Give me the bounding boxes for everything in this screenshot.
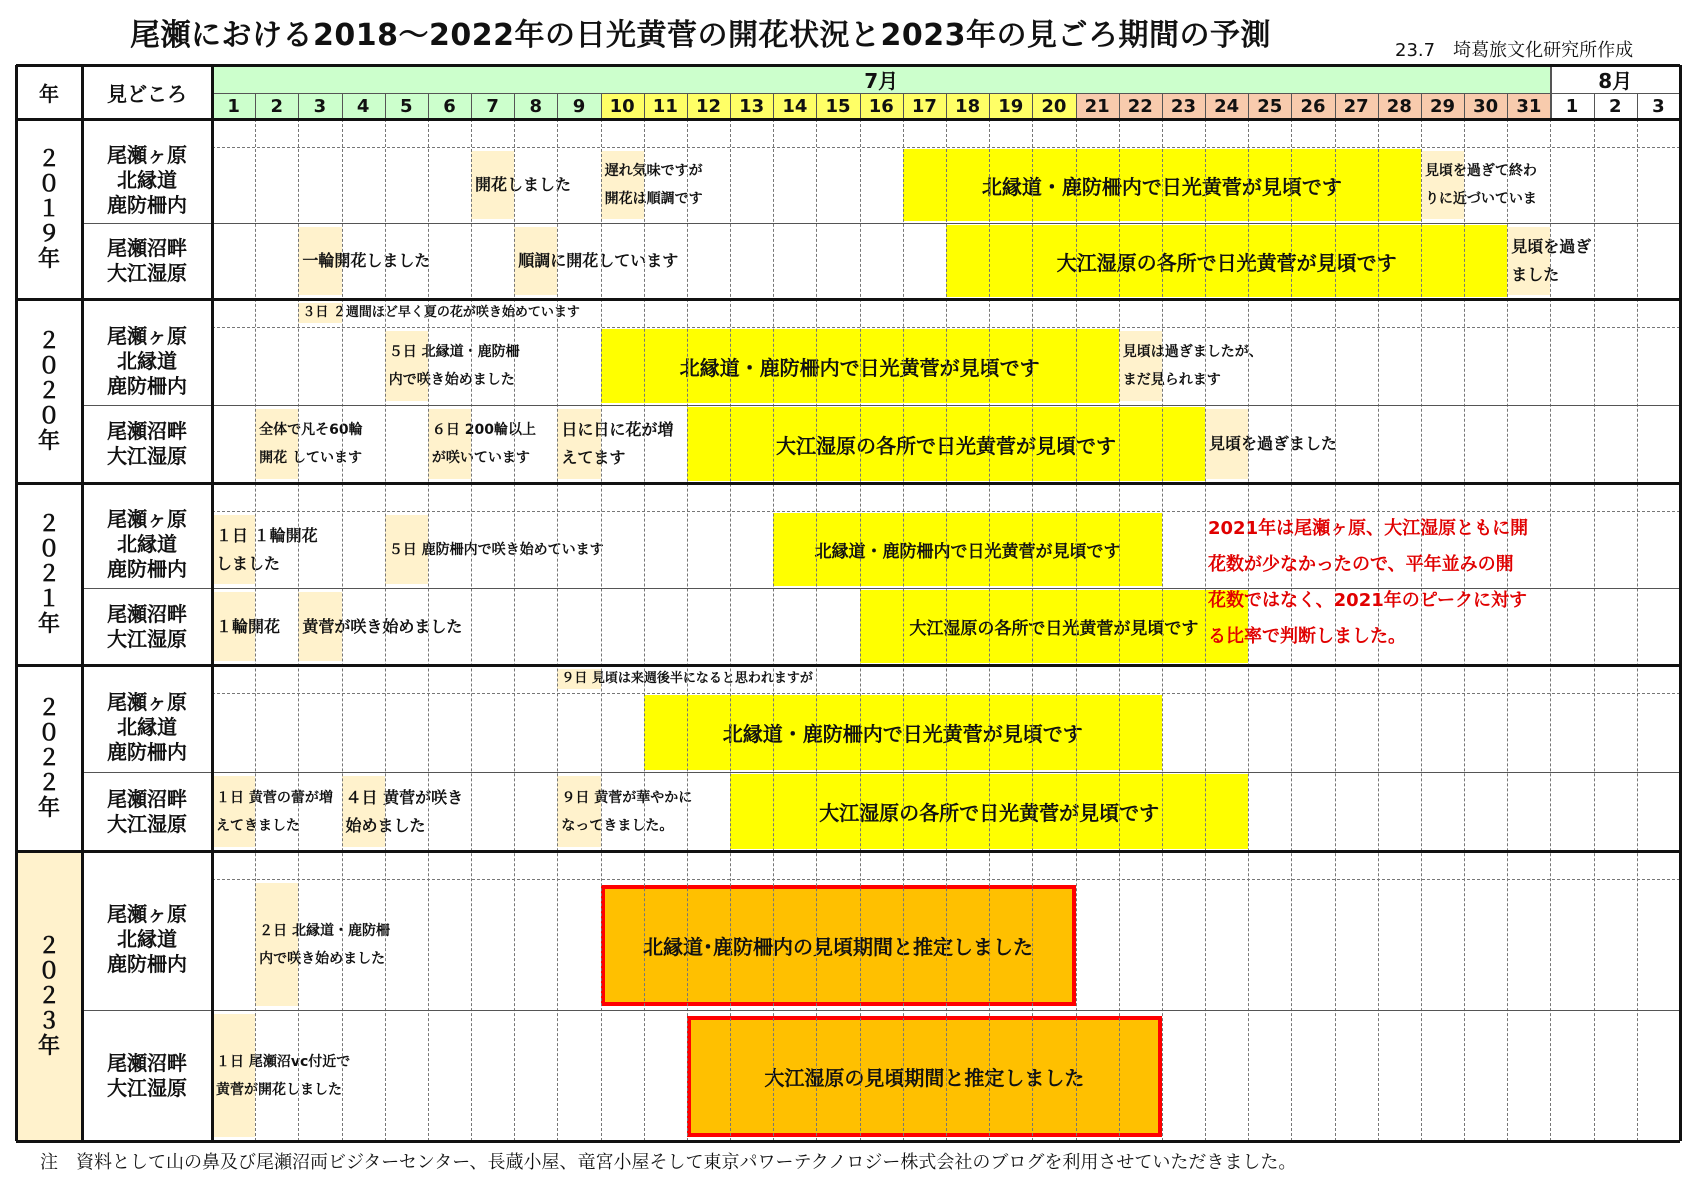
column-separator xyxy=(1679,65,1682,1141)
day-header-august-1: 1 xyxy=(1565,95,1579,117)
block-separator xyxy=(16,482,1680,485)
spot-name: 尾瀬ヶ原 北縁道 鹿防柵内 xyxy=(107,142,187,217)
prediction-label-e23b2: 大江湿原の見頃期間と推定しました xyxy=(764,1066,1085,1090)
day-header-july-4: 4 xyxy=(356,95,370,117)
source-note: 注 資料として山の鼻及び尾瀬沼両ビジターセンター、長蔵小屋、竜宮小屋そして東京パワーテクノロジー株式会社のブログを利用させていただきました。 xyxy=(40,1152,1297,1173)
day-header-divider xyxy=(644,93,645,119)
day-header-july-29: 29 xyxy=(1429,95,1456,117)
peak-label-e22a1: 北縁道・鹿防柵内で日光黄菅が見頃です xyxy=(722,722,1083,746)
note-text-e20a3: 見頃は過ぎましたが、 まだ見られます xyxy=(1122,344,1263,388)
day-gridline xyxy=(903,119,904,1141)
day-gridline xyxy=(514,119,515,1141)
july-label: 7月 xyxy=(864,68,899,93)
year-char: ２ xyxy=(37,933,60,959)
day-gridline xyxy=(1119,119,1120,1141)
day-header-july-18: 18 xyxy=(955,95,981,117)
note-text-e21b1: １輪開花 xyxy=(216,616,281,636)
day-header-divider xyxy=(1507,93,1508,119)
year-char: ０ xyxy=(37,403,60,429)
day-header-divider xyxy=(1162,93,1163,119)
year-label xyxy=(16,665,82,851)
day-header-divider xyxy=(1464,93,1465,119)
block-separator xyxy=(16,64,1680,67)
note-text-e20a1: ５日 北縁道・鹿防柵 内で咲き始めました xyxy=(388,344,520,388)
day-gridline xyxy=(1205,119,1206,1141)
day-header-divider xyxy=(1119,93,1120,119)
day-header-july-30: 30 xyxy=(1473,95,1499,117)
day-header-july-22: 22 xyxy=(1127,95,1153,117)
sub-row-gridline xyxy=(212,879,1680,880)
peak-label-e20a2: 北縁道・鹿防柵内で日光黄菅が見頃です xyxy=(679,355,1040,380)
note-text-e20b3: 日に日に花が増 えてます xyxy=(561,420,674,467)
note-text-e20b1: 全体で凡そ60輪 開花 しています xyxy=(259,422,363,466)
year-char: ０ xyxy=(37,353,60,379)
day-header-july-3: 3 xyxy=(313,95,327,117)
day-gridline xyxy=(1637,119,1638,1141)
day-gridline xyxy=(946,119,947,1141)
day-header-july-15: 15 xyxy=(825,95,851,117)
day-gridline xyxy=(1076,119,1077,1141)
block-separator xyxy=(16,850,1680,853)
day-header-july-19: 19 xyxy=(998,95,1024,117)
day-header-july-14: 14 xyxy=(782,95,808,117)
note-text-e19b1: 一輪開花しました xyxy=(302,251,431,270)
day-header-july-11: 11 xyxy=(652,95,678,117)
day-header-july-27: 27 xyxy=(1343,95,1369,117)
year-char: ２ xyxy=(37,378,60,404)
day-gridline xyxy=(428,119,429,1141)
spot-divider xyxy=(82,405,1680,406)
page-title: 尾瀬における2018～2022年の日光黄菅の開花状況と2023年の見ごろ期間の予測 xyxy=(130,18,1271,53)
day-header-divider xyxy=(860,93,861,119)
day-header-july-26: 26 xyxy=(1300,95,1326,117)
note-text-e21a1: １日 １輪開花 しました xyxy=(216,525,318,573)
year-char: ０ xyxy=(37,171,60,197)
day-header-july-28: 28 xyxy=(1386,95,1412,117)
day-header-divider xyxy=(816,93,817,119)
day-header-divider xyxy=(1421,93,1422,119)
prediction-label-e23a2: 北縁道･鹿防柵内の見頃期間と推定しました xyxy=(643,935,1034,959)
sub-row-gridline xyxy=(212,693,1680,694)
day-header-divider xyxy=(1594,93,1595,119)
year-char: ２ xyxy=(37,983,60,1009)
year-label xyxy=(16,851,82,1141)
block-separator xyxy=(16,298,1680,301)
year-char: 年 xyxy=(37,795,60,821)
note-text-e20b2: ６日 200輪以上 が咲いています xyxy=(431,422,536,466)
year-char: 年 xyxy=(37,428,60,454)
note-text-e19b2: 順調に開花しています xyxy=(518,251,679,270)
day-gridline xyxy=(1032,119,1033,1141)
day-gridline xyxy=(471,119,472,1141)
year-char: ０ xyxy=(37,536,60,562)
note-text-e19b4: 見頃を過ぎ ました xyxy=(1511,237,1592,284)
spot-divider xyxy=(82,223,1680,224)
day-header-july-9: 9 xyxy=(572,95,586,117)
peak-label-e22b4: 大江湿原の各所で日光黄菅が見頃です xyxy=(819,801,1160,825)
day-header-july-13: 13 xyxy=(739,95,765,117)
peak-label-e19a3: 北縁道・鹿防柵内で日光黄菅が見頃です xyxy=(981,174,1342,199)
year-column-header: 年 xyxy=(39,81,59,106)
credit-text: 23.7 埼葛旅文化研究所作成 xyxy=(1395,40,1634,61)
day-header-divider xyxy=(1076,93,1077,119)
day-gridline xyxy=(687,119,688,1141)
spot-name: 尾瀬ヶ原 北縁道 鹿防柵内 xyxy=(107,690,187,764)
august-label: 8月 xyxy=(1598,68,1633,93)
note-text-e22b2: ４日 黄菅が咲き 始めました xyxy=(345,787,464,835)
day-header-july-21: 21 xyxy=(1084,95,1110,117)
day-header-divider xyxy=(514,93,515,119)
day-header-divider xyxy=(903,93,904,119)
note-text-e20b5: 見頃を過ぎました xyxy=(1209,434,1338,453)
year-char: １ xyxy=(37,586,60,612)
day-header-divider xyxy=(1335,93,1336,119)
day-gridline xyxy=(773,119,774,1141)
month-divider xyxy=(1550,65,1552,119)
day-header-july-2: 2 xyxy=(270,95,284,117)
day-header-july-12: 12 xyxy=(695,95,722,117)
day-header-divider xyxy=(1248,93,1249,119)
day-header-july-23: 23 xyxy=(1170,95,1196,117)
day-header-july-8: 8 xyxy=(529,95,543,117)
day-header-july-10: 10 xyxy=(609,95,635,117)
peak-label-e19b3: 大江湿原の各所で日光黄菅が見頃です xyxy=(1056,250,1397,275)
day-header-divider xyxy=(298,93,299,119)
day-header-divider xyxy=(557,93,558,119)
note-text-e22top: ９日 見頃は来週後半になると思われますが xyxy=(561,671,813,686)
day-gridline xyxy=(816,119,817,1141)
block-separator xyxy=(16,1140,1680,1143)
spot-name: 尾瀬ヶ原 北縁道 鹿防柵内 xyxy=(107,902,187,976)
day-header-july-7: 7 xyxy=(486,95,499,117)
note-text-e21a2: ５日 鹿防柵内で咲き始めています xyxy=(388,541,604,558)
day-gridline xyxy=(342,119,343,1141)
day-header-divider xyxy=(989,93,990,119)
year-char: ２ xyxy=(37,770,60,796)
day-header-divider xyxy=(730,93,731,119)
year-label xyxy=(16,119,82,299)
note-text-e19a4: 見頃を過ぎて終わ りに近づいていま xyxy=(1424,163,1537,207)
year-char: ２ xyxy=(37,695,60,721)
year-char: ０ xyxy=(37,958,60,984)
peak-label-e21a3: 北縁道・鹿防柵内で日光黄菅が見頃です xyxy=(814,542,1121,562)
day-header-divider xyxy=(1291,93,1292,119)
year-char: 年 xyxy=(37,611,60,637)
spot-divider xyxy=(82,772,1680,773)
day-header-july-31: 31 xyxy=(1516,95,1542,117)
year-char: ２ xyxy=(37,561,60,587)
day-header-divider xyxy=(428,93,429,119)
year-char: ３ xyxy=(37,1008,60,1034)
year-char: 年 xyxy=(37,246,60,272)
day-header-divider xyxy=(773,93,774,119)
day-header-divider xyxy=(687,93,688,119)
spot-name: 尾瀬ヶ原 北縁道 鹿防柵内 xyxy=(107,507,187,581)
spot-name: 尾瀬沼畔 大江湿原 xyxy=(107,601,187,651)
year-char: ０ xyxy=(37,720,60,746)
day-gridline xyxy=(644,119,645,1141)
peak-label-e20b4: 大江湿原の各所で日光黄菅が見頃です xyxy=(775,433,1116,458)
year-char: 年 xyxy=(37,1033,60,1059)
day-header-divider xyxy=(1032,93,1033,119)
year-char: ２ xyxy=(37,328,60,354)
day-header-divider xyxy=(946,93,947,119)
note-text-e23a1: ２日 北縁道・鹿防柵 内で咲き始めました xyxy=(259,922,391,967)
note-text-e23b1: １日 尾瀬沼vc付近で 黄菅が開花しました xyxy=(216,1053,351,1098)
note-text-e19a2: 遅れ気味ですが 開花は順調です xyxy=(604,163,703,207)
peak-label-e21b3: 大江湿原の各所で日光黄菅が見頃です xyxy=(909,619,1199,639)
month-day-divider xyxy=(212,93,1680,94)
spot-name: 尾瀬ヶ原 北縁道 鹿防柵内 xyxy=(107,323,187,398)
year-char: ２ xyxy=(37,511,60,537)
day-gridline xyxy=(1162,119,1163,1141)
spot-name: 尾瀬沼畔 大江湿原 xyxy=(107,236,187,285)
day-gridline xyxy=(557,119,558,1141)
year-label xyxy=(16,299,82,483)
block-separator xyxy=(16,118,1680,121)
day-header-divider xyxy=(1205,93,1206,119)
day-gridline xyxy=(1594,119,1595,1141)
year-char: ２ xyxy=(37,745,60,771)
day-header-divider xyxy=(385,93,386,119)
day-header-divider xyxy=(1637,93,1638,119)
day-header-divider xyxy=(1378,93,1379,119)
year-char: ２ xyxy=(37,146,60,172)
day-header-july-1: 1 xyxy=(227,95,240,117)
day-header-july-6: 6 xyxy=(443,95,456,117)
day-header-july-24: 24 xyxy=(1214,95,1240,117)
spot-name: 尾瀬沼畔 大江湿原 xyxy=(107,1050,187,1100)
bloom-calendar-table xyxy=(16,65,1680,1141)
day-gridline xyxy=(730,119,731,1141)
day-header-july-20: 20 xyxy=(1041,95,1067,117)
day-header-august-3: 3 xyxy=(1652,95,1665,117)
note-text-e20top: ３日 ２週間ほど早く夏の花が咲き始めています xyxy=(302,305,580,320)
day-header-divider xyxy=(601,93,602,119)
note-text-e22b1: １日 黄菅の蕾が増 えてきました xyxy=(216,789,333,834)
day-header-divider xyxy=(342,93,343,119)
day-gridline xyxy=(1550,119,1551,1141)
block-separator xyxy=(16,664,1680,667)
note-text-e22b3: ９日 黄菅が華やかに なってきました。 xyxy=(561,789,693,834)
day-header-july-5: 5 xyxy=(400,95,413,117)
spot-column-header: 見どころ xyxy=(107,81,187,106)
day-gridline xyxy=(255,119,256,1141)
spot-name: 尾瀬沼畔 大江湿原 xyxy=(107,419,187,468)
year-char: １ xyxy=(37,196,60,222)
remark-2021: 2021年は尾瀬ヶ原、大江湿原ともに開 花数が少なかったので、平年並みの開 花数ではなく、2021年のピークに対す る比率で判断しました。 xyxy=(1208,518,1529,647)
day-header-july-17: 17 xyxy=(911,95,937,117)
note-text-e19a1: 開花しました xyxy=(475,175,572,194)
day-header-july-16: 16 xyxy=(868,95,894,117)
day-header-divider xyxy=(471,93,472,119)
spot-name: 尾瀬沼畔 大江湿原 xyxy=(107,786,187,836)
day-gridline xyxy=(860,119,861,1141)
day-gridline xyxy=(601,119,602,1141)
day-gridline xyxy=(298,119,299,1141)
sub-row-gridline xyxy=(212,147,1680,148)
year-char: ９ xyxy=(37,221,60,247)
note-text-e21b2: 黄菅が咲き始めました xyxy=(302,616,463,636)
day-header-july-25: 25 xyxy=(1257,95,1283,117)
day-gridline xyxy=(385,119,386,1141)
spot-divider xyxy=(82,1010,1680,1011)
year-label xyxy=(16,483,82,665)
day-header-august-2: 2 xyxy=(1608,95,1622,117)
day-gridline xyxy=(989,119,990,1141)
sub-row-gridline xyxy=(212,327,1680,328)
day-header-divider xyxy=(255,93,256,119)
